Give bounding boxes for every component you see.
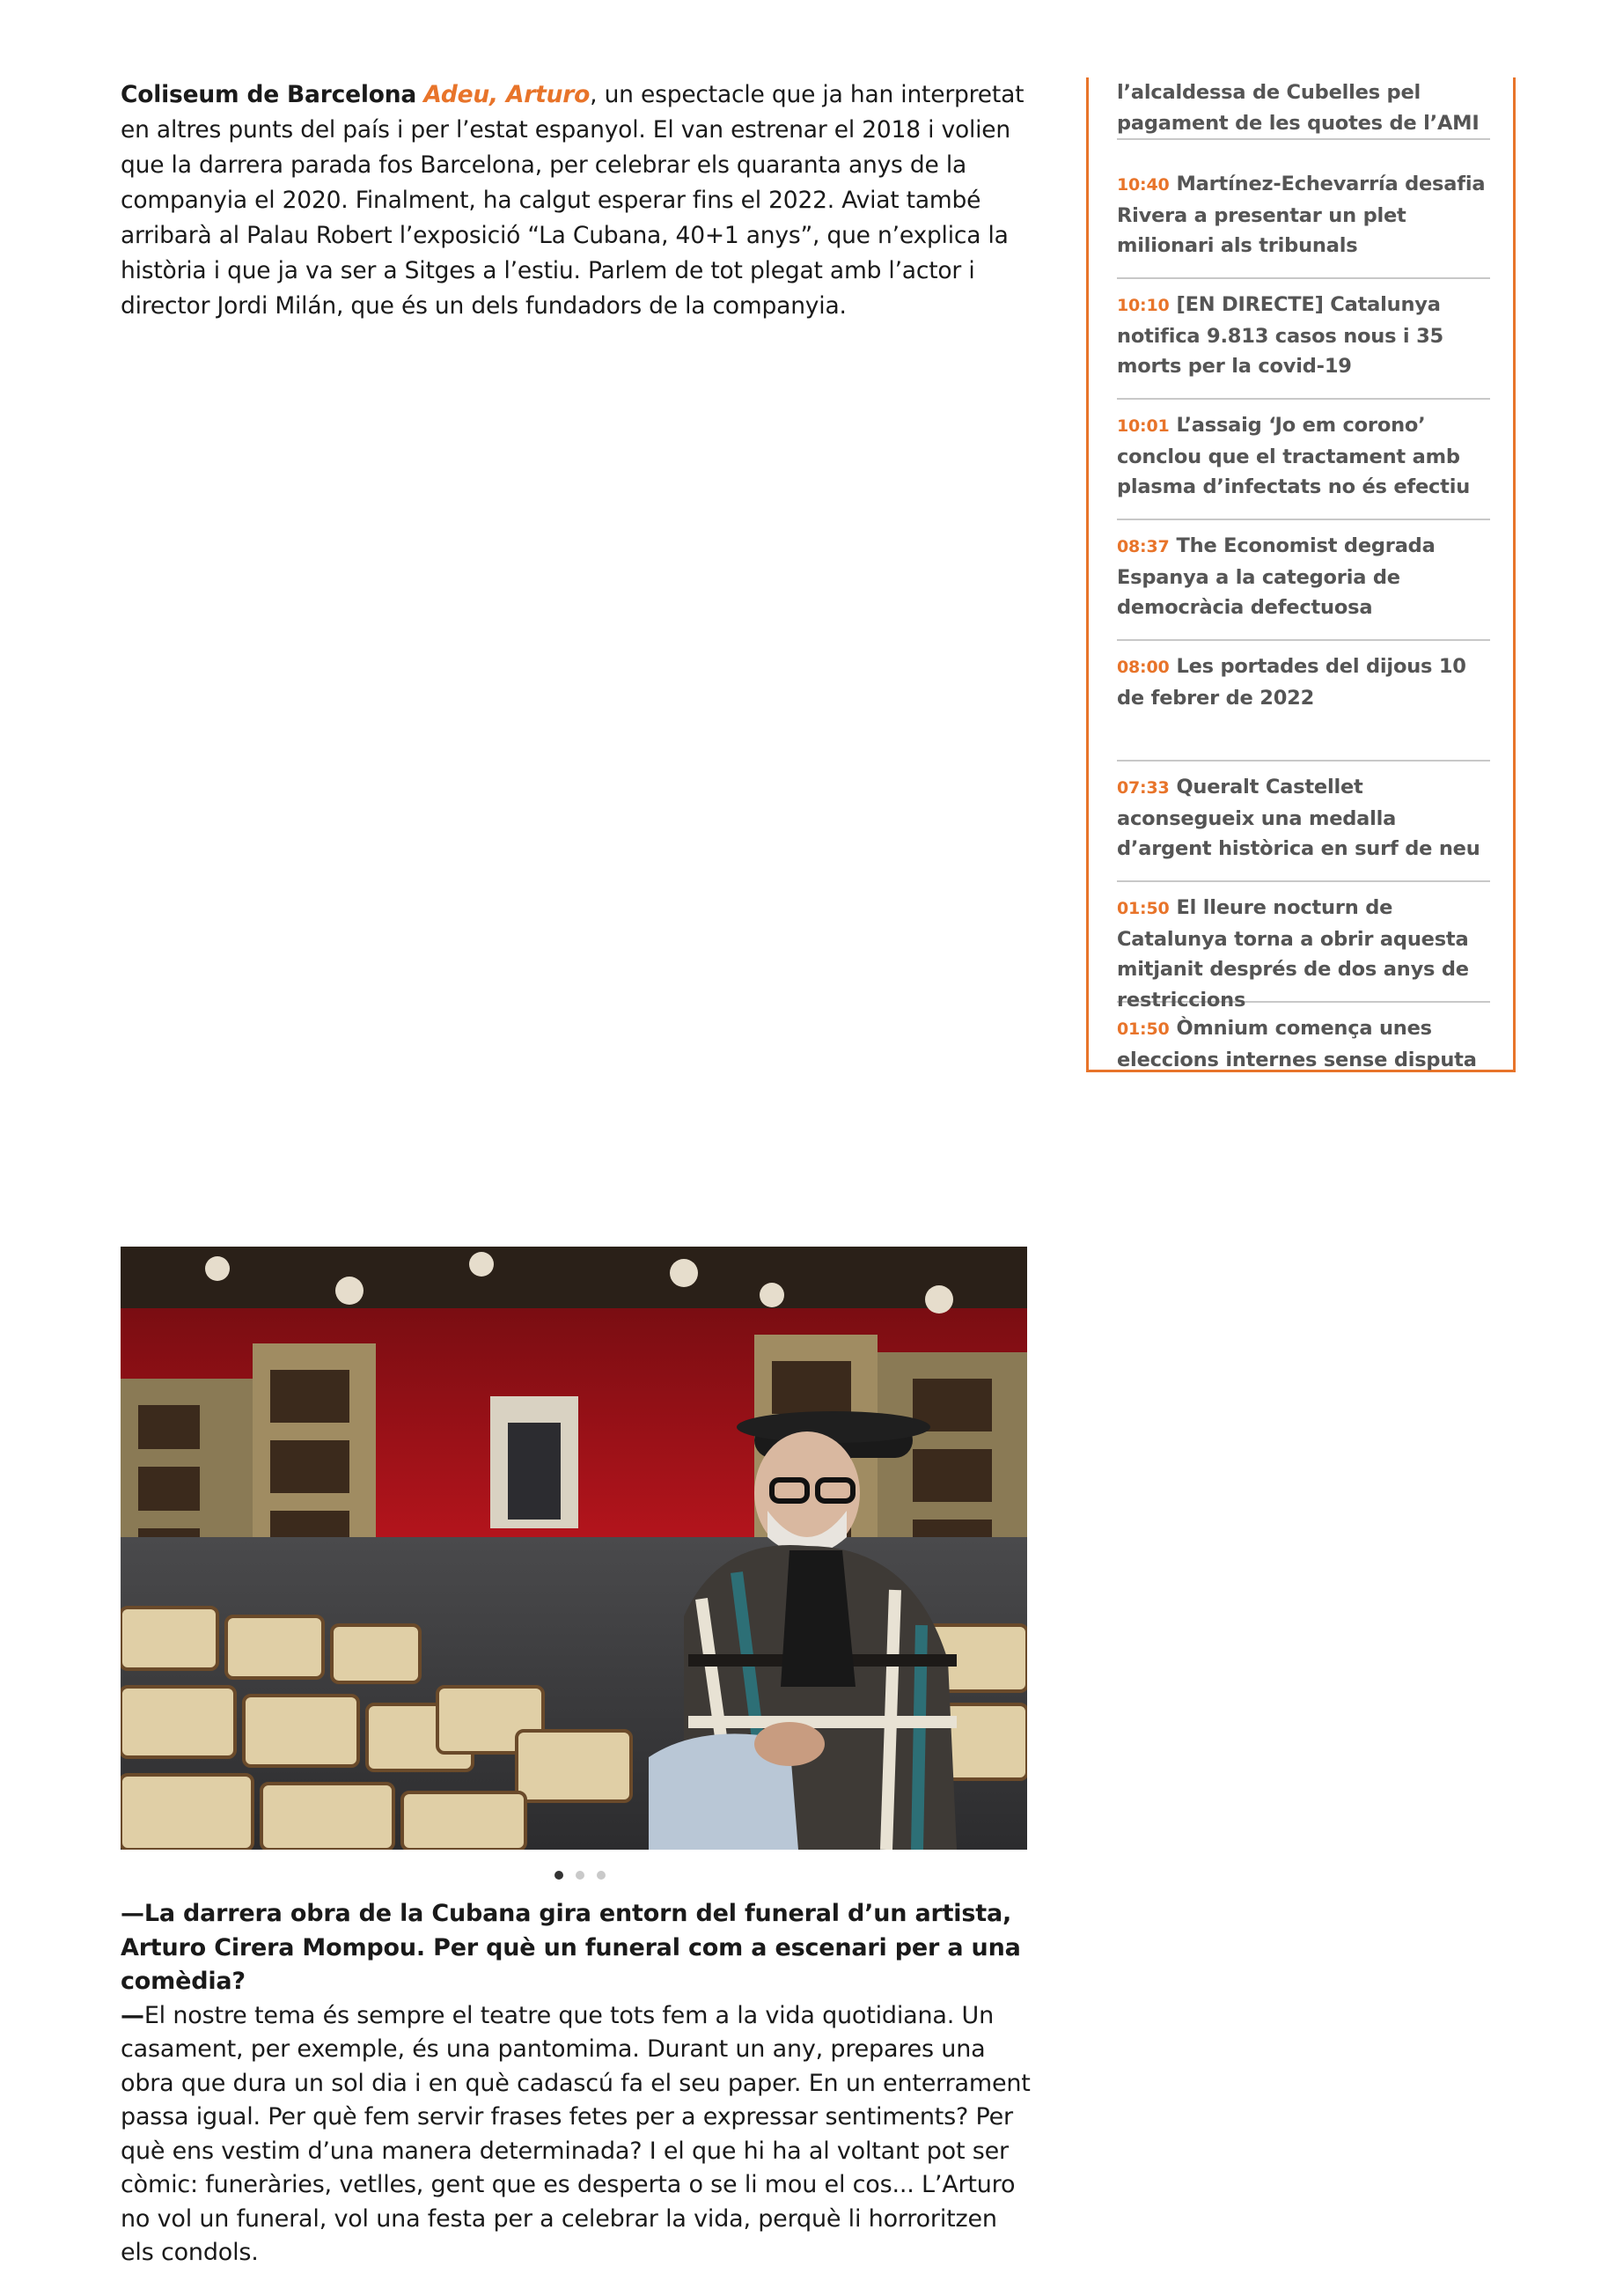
news-headline: l’alcaldessa de Cubelles pel pagament de les quotes de l’AMI — [1117, 81, 1480, 135]
interview-block — [121, 1897, 1036, 2270]
news-headline: Òmnium comença unes eleccions internes sense disputa — [1117, 1017, 1477, 1071]
news-item[interactable] — [1117, 651, 1490, 762]
news-item[interactable] — [1117, 893, 1490, 1012]
news-item[interactable] — [1117, 77, 1490, 140]
theatre-portrait-photo — [121, 1247, 1027, 1850]
news-time: 10:01 — [1117, 416, 1170, 436]
answer-text: El nostre tema és sempre el teatre que tots fem a la vida quotidiana. Un casament, per exemple, és una pantomima. Durant un any, prepares una obra que dura un sol dia i en què cadascú fa el seu paper. En un enterrament passa igual. Per què fem servir frases fetes per a expressar sentiments? Per què ens vestim d’una manera determinada? I el que hi ha al voltant pot ser còmic: funeràries, vetlles, gent que es desperta o se li mou el cos... L’Arturo no vol un funeral, vol una festa per a celebrar la vida, perquè li horroritzen els condols. — [121, 2001, 1031, 2266]
news-item[interactable] — [1117, 772, 1490, 882]
carousel-dot-1[interactable] — [554, 1871, 563, 1880]
article-photo[interactable] — [121, 1247, 1027, 1850]
news-time: 07:33 — [1117, 778, 1170, 798]
carousel-dot-2[interactable] — [576, 1871, 584, 1880]
news-headline: Martínez-Echevarría desafia Rivera a presentar un plet milionari als tribunals — [1117, 173, 1486, 257]
news-time: 08:00 — [1117, 658, 1170, 677]
news-headline: L’assaig ‘Jo em corono’ conclou que el tractament amb plasma d’infectats no és efectiu — [1117, 414, 1471, 498]
carousel-dots — [554, 1871, 607, 1883]
question-text: La darrera obra de la Cubana gira entorn del funeral d’un artista, Arturo Cirera Mompou. Per què un funeral com a escenari per a una comèdia? — [121, 1900, 1021, 1995]
carousel-dot-3[interactable] — [597, 1871, 606, 1880]
news-item[interactable] — [1117, 531, 1490, 641]
question-dash: — — [121, 1900, 144, 1927]
news-headline: [EN DIRECTE] Catalunya notifica 9.813 casos nous i 35 morts per la covid-19 — [1117, 293, 1443, 378]
news-time: 10:40 — [1117, 175, 1170, 195]
news-item[interactable] — [1117, 169, 1490, 279]
news-headline: Queralt Castellet aconsegueix una medalla d’argent històrica en surf de neu — [1117, 776, 1480, 860]
news-headline: The Economist degrada Espanya a la categoria de democràcia defectuosa — [1117, 534, 1436, 619]
news-time: 01:50 — [1117, 1019, 1170, 1039]
latest-news-panel — [1086, 77, 1516, 1072]
news-time: 01:50 — [1117, 899, 1170, 918]
news-headline: El lleure nocturn de Catalunya torna a obrir aquesta mitjanit després de dos anys de restriccions — [1117, 896, 1469, 1012]
show-title-link[interactable]: Adeu, Arturo — [423, 81, 591, 108]
news-item[interactable] — [1117, 410, 1490, 520]
answer-dash: — — [121, 2001, 144, 2029]
news-time: 08:37 — [1117, 537, 1170, 556]
intro-text: , un espectacle que ja han interpretat en altres punts del país i per l’estat espanyol. El van estrenar el 2018 i volien que la darrera parada fos Barcelona, per celebrar els quaranta anys de la companyia el 2020. Finalment, ha calgut esperar fins el 2022. Aviat també arribarà al Palau Robert l’exposició “La Cubana, 40+1 anys”, que n’explica la història i que ja va ser a Sitges a l’estiu. Parlem de tot plegat amb l’actor i director Jordi Milán, que és un dels fundadors de la companyia. — [121, 81, 1024, 320]
news-time: 10:10 — [1117, 296, 1170, 315]
interview-answer — [121, 1999, 1036, 2270]
intro-paragraph — [121, 77, 1036, 324]
news-item[interactable] — [1117, 290, 1490, 400]
news-item[interactable] — [1117, 1013, 1490, 1071]
interview-question — [121, 1897, 1036, 1999]
news-headline: Les portades del dijous 10 de febrer de 2022 — [1117, 655, 1466, 710]
venue-name: Coliseum de Barcelona — [121, 81, 417, 108]
